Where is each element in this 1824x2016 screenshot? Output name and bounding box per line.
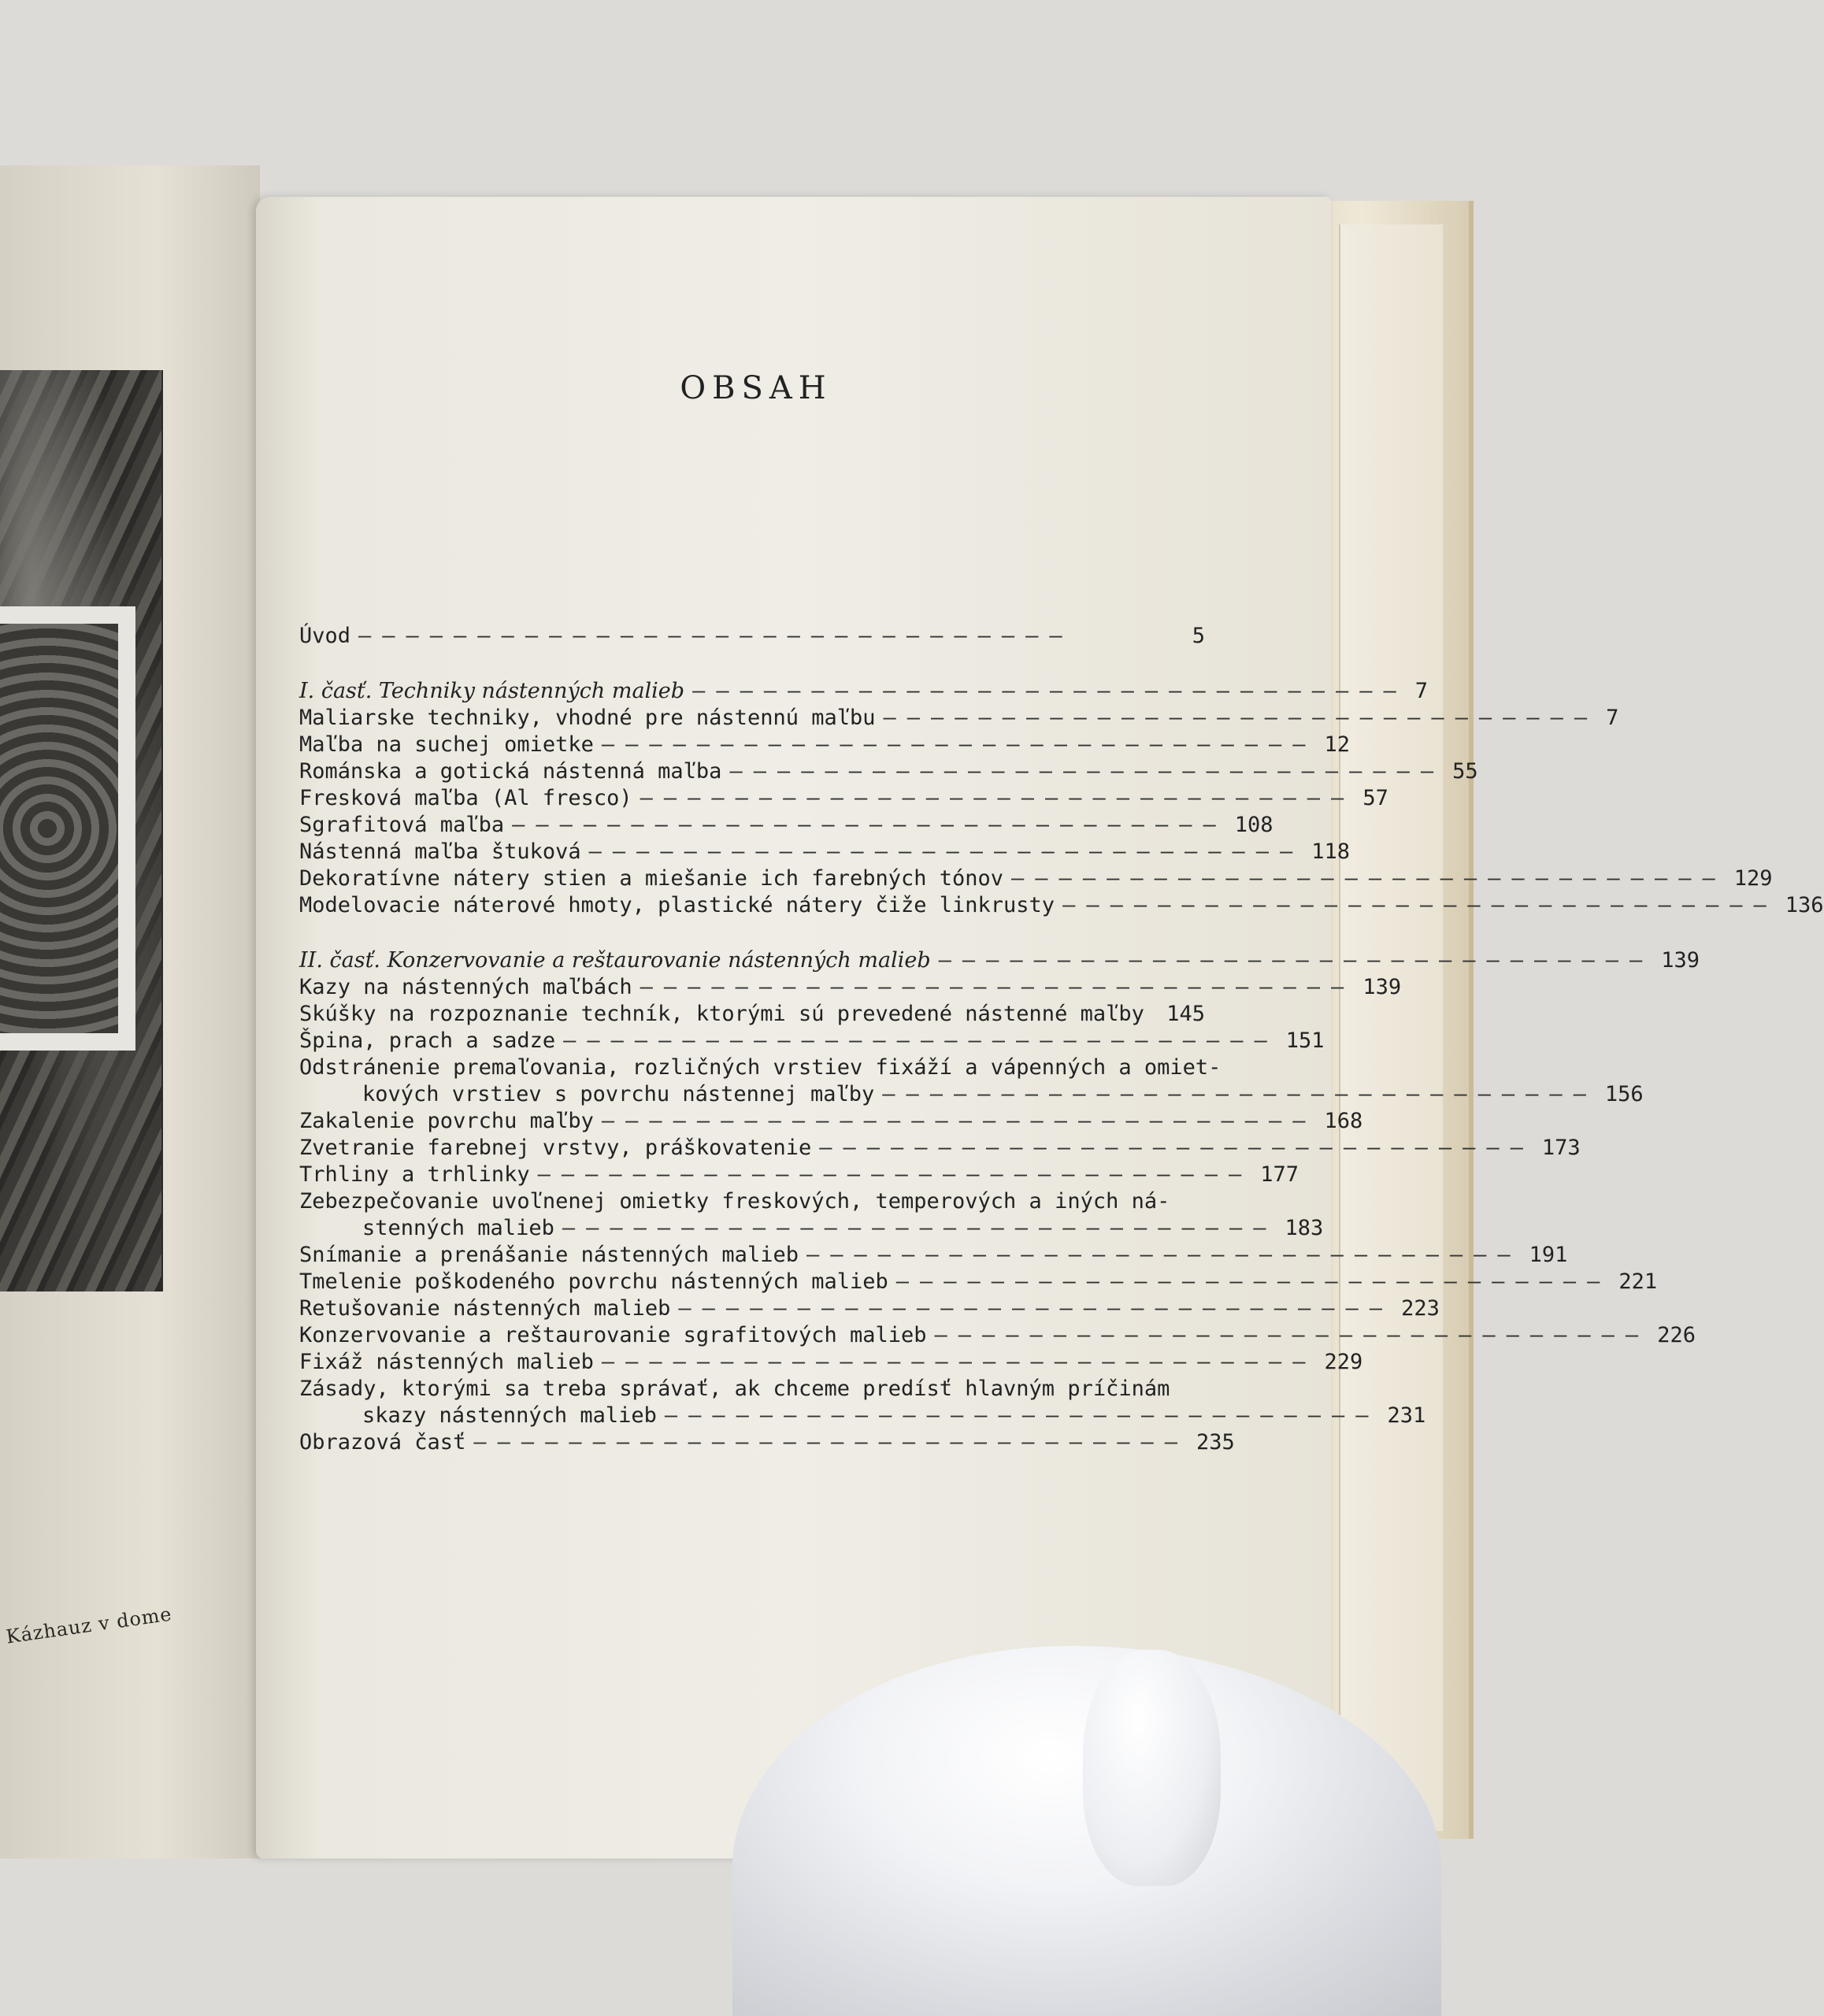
toc-leader: —————————————————————————————— — [934, 1323, 1650, 1347]
toc-leader: —————————————————————————————— — [806, 1243, 1522, 1267]
toc-leader: —————————————————————————————— — [358, 624, 1073, 648]
toc-entry-label: Fixáž nástenných malieb — [299, 1350, 594, 1374]
toc-entry-label: Zásady, ktorými sa treba správať, ak chceme predísť hlavným príčinám — [299, 1377, 1170, 1401]
toc-part-heading — [299, 678, 1429, 705]
toc-leader: —————————————————————————————— — [512, 813, 1227, 837]
toc-entry — [299, 1188, 1205, 1215]
table-of-contents — [299, 610, 1824, 1456]
toc-leader: —————————————————————————————— — [1062, 893, 1778, 917]
toc-entry-page: 221 — [1618, 1269, 1658, 1294]
toc-entry — [299, 812, 1273, 839]
toc-entry-page: 191 — [1529, 1243, 1568, 1267]
toc-entry-page: 7 — [1606, 706, 1619, 730]
toc-entry-continuation — [299, 1403, 1426, 1429]
toc-leader: —————————————————————————————— — [601, 732, 1317, 757]
toc-entry-page: 226 — [1657, 1323, 1696, 1347]
toc-entry-continuation — [299, 1081, 1644, 1108]
toc-entry-page: 223 — [1401, 1296, 1440, 1321]
toc-entry-page: 168 — [1324, 1109, 1363, 1133]
toc-entry — [299, 1322, 1696, 1349]
toc-entry-label: Modelovacie náterové hmoty, plastické nátery čiže linkrusty — [299, 893, 1055, 917]
toc-entry-page: 55 — [1452, 759, 1478, 784]
toc-leader: —————————————————————————————— — [588, 839, 1304, 864]
toc-entry — [299, 1135, 1581, 1162]
toc-entry-page: 139 — [1661, 948, 1700, 973]
toc-entry-label-cont: skazy nástenných malieb — [362, 1403, 657, 1428]
toc-entry — [299, 1242, 1568, 1269]
left-page-caption: Kázhauz v dome — [5, 1603, 174, 1648]
toc-leader: —————————————————————————————— — [1011, 866, 1726, 891]
toc-entry-label: Špina, prach a sadze — [299, 1028, 556, 1053]
toc-entry — [299, 974, 1402, 1001]
toc-entry-page: 129 — [1733, 866, 1773, 891]
toc-leader: —————————————————————————————— — [562, 1216, 1277, 1240]
toc-leader: —————————————————————————————— — [692, 679, 1407, 703]
toc-entry — [299, 1269, 1658, 1295]
toc-entry-label: Obrazová časť — [299, 1430, 466, 1455]
toc-entry-label: Nástenná maľba štuková — [299, 839, 581, 864]
toc-entry-label: Konzervovanie a reštaurovanie sgrafitových malieb — [299, 1323, 927, 1347]
book-cover-inner — [1339, 224, 1443, 1831]
toc-leader: —————————————————————————————— — [640, 975, 1355, 999]
toc-entry — [299, 1001, 1205, 1028]
toc-entry-label: Snímanie a prenášanie nástenných malieb — [299, 1243, 799, 1267]
left-page-photo-frame — [0, 606, 135, 1051]
toc-leader: —————————————————————————————— — [678, 1296, 1394, 1321]
toc-entry-page: 151 — [1285, 1028, 1325, 1053]
toc-entry — [299, 1054, 1222, 1081]
toc-entry-page: 108 — [1234, 813, 1273, 837]
toc-leader: —————————————————————————————— — [537, 1162, 1253, 1187]
toc-entry — [299, 1349, 1363, 1376]
toc-entry — [299, 732, 1351, 758]
toc-entry-page: 235 — [1196, 1430, 1235, 1455]
toc-entry-label: Sgrafitová maľba — [299, 813, 505, 837]
toc-entry-page: 145 — [1166, 1002, 1205, 1026]
toc-entry-label: Trhliny a trhlinky — [299, 1162, 530, 1187]
toc-entry-label-cont: kových vrstiev s povrchu nástennej maľby — [362, 1082, 875, 1106]
toc-entry-page: 177 — [1260, 1162, 1299, 1187]
toc-entry-page: 156 — [1604, 1082, 1644, 1106]
toc-entry-label: Úvod — [299, 624, 351, 648]
toc-entry — [299, 1028, 1325, 1054]
toc-entry-label: I. časť. Techniky nástenných malieb — [299, 679, 685, 703]
toc-entry-label: Maľba na suchej omietke — [299, 732, 594, 757]
toc-entry-label: II. časť. Konzervovanie a reštaurovanie nástenných malieb — [299, 948, 931, 973]
toc-entry-page: 12 — [1324, 732, 1351, 757]
toc-title: OBSAH — [680, 370, 832, 406]
toc-leader: —————————————————————————————— — [640, 786, 1355, 810]
toc-leader: —————————————————————————————— — [729, 759, 1445, 784]
toc-entry-continuation — [299, 1215, 1324, 1242]
toc-entry-page: 5 — [1192, 624, 1205, 648]
toc-entry-label: Retušovanie nástenných malieb — [299, 1296, 671, 1321]
toc-entry — [299, 1108, 1363, 1135]
toc-entry-page: 57 — [1362, 786, 1388, 810]
toc-leader: —————————————————————————————— — [819, 1136, 1534, 1160]
toc-leader: —————————————————————————————— — [664, 1403, 1380, 1428]
toc-entry — [299, 1376, 1205, 1403]
toc-entry-page: 118 — [1311, 839, 1351, 864]
toc-leader: —————————————————————————————— — [601, 1350, 1317, 1374]
toc-entry — [299, 1429, 1235, 1456]
toc-entry — [299, 865, 1773, 892]
toc-entry-page: 136 — [1785, 893, 1824, 917]
toc-leader: —————————————————————————————— — [563, 1028, 1278, 1053]
toc-entry-label: Skúšky na rozpoznanie techník, ktorými sú prevedené nástenné maľby — [299, 1002, 1144, 1026]
toc-entry-page: 183 — [1285, 1216, 1324, 1240]
toc-part-heading — [299, 947, 1700, 974]
toc-entry — [299, 758, 1478, 785]
toc-leader: —————————————————————————————— — [938, 948, 1654, 973]
glove-finger — [1083, 1650, 1221, 1886]
toc-leader: —————————————————————————————— — [882, 1082, 1597, 1106]
toc-entry — [299, 705, 1619, 732]
toc-entry-label: Románska a gotická nástenná maľba — [299, 759, 722, 784]
toc-entry-label: Fresková maľba (Al fresco) — [299, 786, 632, 810]
toc-entry-label: Dekoratívne nátery stien a miešanie ich farebných tónov — [299, 866, 1004, 891]
toc-leader: —————————————————————————————— — [473, 1430, 1188, 1455]
toc-entry-label: Maliarske techniky, vhodné pre nástennú maľbu — [299, 706, 876, 730]
toc-entry-label: Kazy na nástenných maľbách — [299, 975, 632, 999]
toc-entry-label: Odstránenie premaľovania, rozličných vrstiev fixáží a vápenných a omiet- — [299, 1055, 1222, 1080]
toc-entry — [299, 839, 1351, 865]
toc-entry — [299, 785, 1388, 812]
toc-leader: —————————————————————————————— — [601, 1109, 1317, 1133]
toc-entry-page: 231 — [1387, 1403, 1426, 1428]
toc-entry-page: 229 — [1324, 1350, 1363, 1374]
toc-entry-page: 173 — [1541, 1136, 1581, 1160]
toc-entry-label: Zebezpečovanie uvoľnenej omietky freskových, temperových a iných ná- — [299, 1189, 1170, 1214]
toc-leader: —————————————————————————————— — [895, 1269, 1611, 1294]
toc-entry-label: Tmelenie poškodeného povrchu nástenných malieb — [299, 1269, 888, 1294]
toc-entry-label: Zvetranie farebnej vrstvy, práškovatenie — [299, 1136, 812, 1160]
toc-entry-page: 139 — [1362, 975, 1402, 999]
toc-entry — [299, 1295, 1440, 1322]
toc-entry — [299, 610, 1205, 650]
toc-leader: —————————————————————————————— — [883, 706, 1599, 730]
toc-entry — [299, 1162, 1299, 1188]
toc-entry — [299, 892, 1824, 919]
toc-entry-page: 7 — [1414, 679, 1429, 703]
toc-entry-label-cont: stenných malieb — [362, 1216, 554, 1240]
toc-entry-label: Zakalenie povrchu maľby — [299, 1109, 594, 1133]
